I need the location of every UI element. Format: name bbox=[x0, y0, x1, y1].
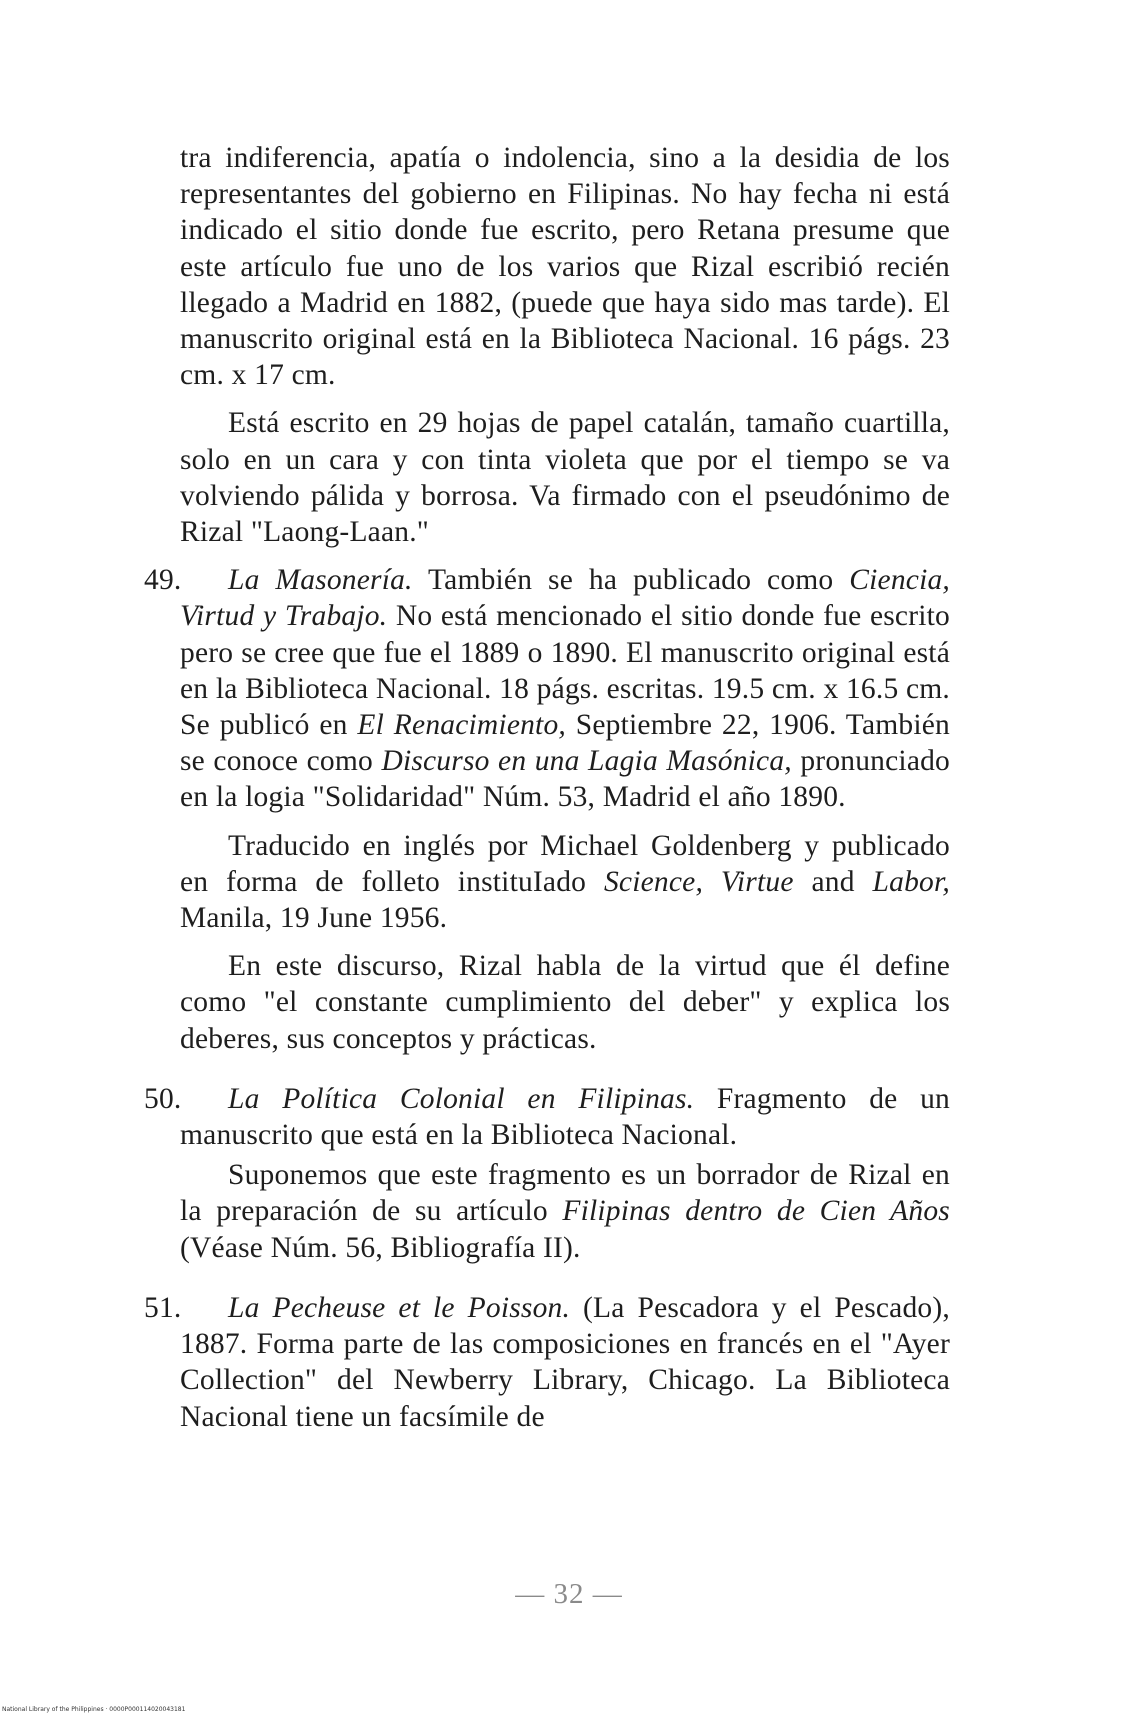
entry-number: 49. bbox=[144, 564, 182, 597]
text-run: pronunciado en la logia "Solidaridad" Núm. 53, Madrid el año 1890. bbox=[180, 745, 951, 814]
text-run: (La Pescadora y el Pescado), 1887. Forma parte de las composiciones en francés en el "Ayer Collection" del Newberry Library, Chicago. La Biblioteca Nacional tiene un facsímile de bbox=[180, 1291, 950, 1433]
publication-title: El Renacimiento, bbox=[357, 709, 566, 742]
paragraph: Está escrito en 29 hojas de papel catalán, tamaño cuartilla, solo en un cara y con tinta violeta que por el tiempo se va volviendo pálida y borrosa. Va firmado con el pseudónimo de Rizal "Laong-Laan." bbox=[180, 407, 950, 549]
entry-number: 50. bbox=[144, 1082, 182, 1115]
text-run: También se ha publicado como bbox=[412, 564, 850, 597]
paragraph bbox=[180, 828, 950, 937]
entry-text bbox=[180, 1081, 950, 1153]
page-body bbox=[144, 140, 951, 1435]
text-run: Suponemos que este fragmento es un borrador de Rizal en la preparación de su artículo bbox=[180, 1159, 950, 1228]
entry-51 bbox=[144, 1290, 950, 1435]
publication-title: Filipinas dentro de Cien Años bbox=[562, 1195, 950, 1228]
alt-title: Ciencia, Virtud y Trabajo. bbox=[180, 564, 950, 633]
entry-title: La Masonería. bbox=[228, 564, 413, 597]
text-run: Manila, 19 June 1956. bbox=[180, 902, 448, 935]
entry-title: La Pecheuse et le Poisson. bbox=[228, 1291, 571, 1324]
entry-title: La Política Colonial en Filipinas. bbox=[228, 1082, 695, 1115]
entry-50 bbox=[144, 1081, 951, 1266]
text-run: Fragmento de un manuscrito que está en la Biblioteca Nacional. bbox=[180, 1082, 951, 1152]
text-run: No está mencionado el sitio donde fue escrito pero se cree que fue el 1889 o 1890. El manuscrito original está en la Biblioteca Nacional. 18 págs. escritas. 19.5 cm. x 16.5 cm. Se publicó en bbox=[180, 600, 950, 742]
publication-title: Science, Virtue bbox=[603, 865, 794, 898]
entry-49 bbox=[144, 562, 951, 1057]
text-run: Septiembre 22, 1906. También se conoce como bbox=[180, 709, 950, 778]
paragraph bbox=[180, 1157, 950, 1266]
text-run: and bbox=[793, 865, 873, 898]
page-number: — 32 — bbox=[515, 1578, 623, 1610]
paragraph: En este discurso, Rizal habla de la virtud que él define como "el constante cumplimiento del deber" y explica los deberes, sus conceptos y prácticas. bbox=[180, 950, 950, 1055]
paragraph: tra indiferencia, apatía o indolencia, sino a la desidia de los representantes del gobierno en Filipinas. No hay fecha ni está indicado el sitio donde fue escrito, pero Retana presume que este artículo fue uno de los varios que Rizal escribió recién llegado a Madrid en 1882, (puede que haya sido mas tarde). El manuscrito original está en la Biblioteca Nacional. 16 págs. 23 cm. x 17 cm. bbox=[180, 142, 950, 392]
alt-title: Discurso en una Lagia Masónica, bbox=[381, 745, 792, 778]
entry-number: 51. bbox=[144, 1291, 182, 1324]
entry-text bbox=[180, 1290, 950, 1435]
scan-footer: National Library of the Philippines · 0000P000114020043181 bbox=[2, 1706, 186, 1713]
publication-title: Labor, bbox=[872, 865, 950, 898]
text-run: (Véase Núm. 56, Bibliografía II). bbox=[180, 1231, 581, 1264]
entry-text bbox=[180, 562, 950, 815]
text-run: Traducido en inglés por Michael Goldenberg y publicado en forma de folleto instituIado bbox=[180, 829, 950, 898]
